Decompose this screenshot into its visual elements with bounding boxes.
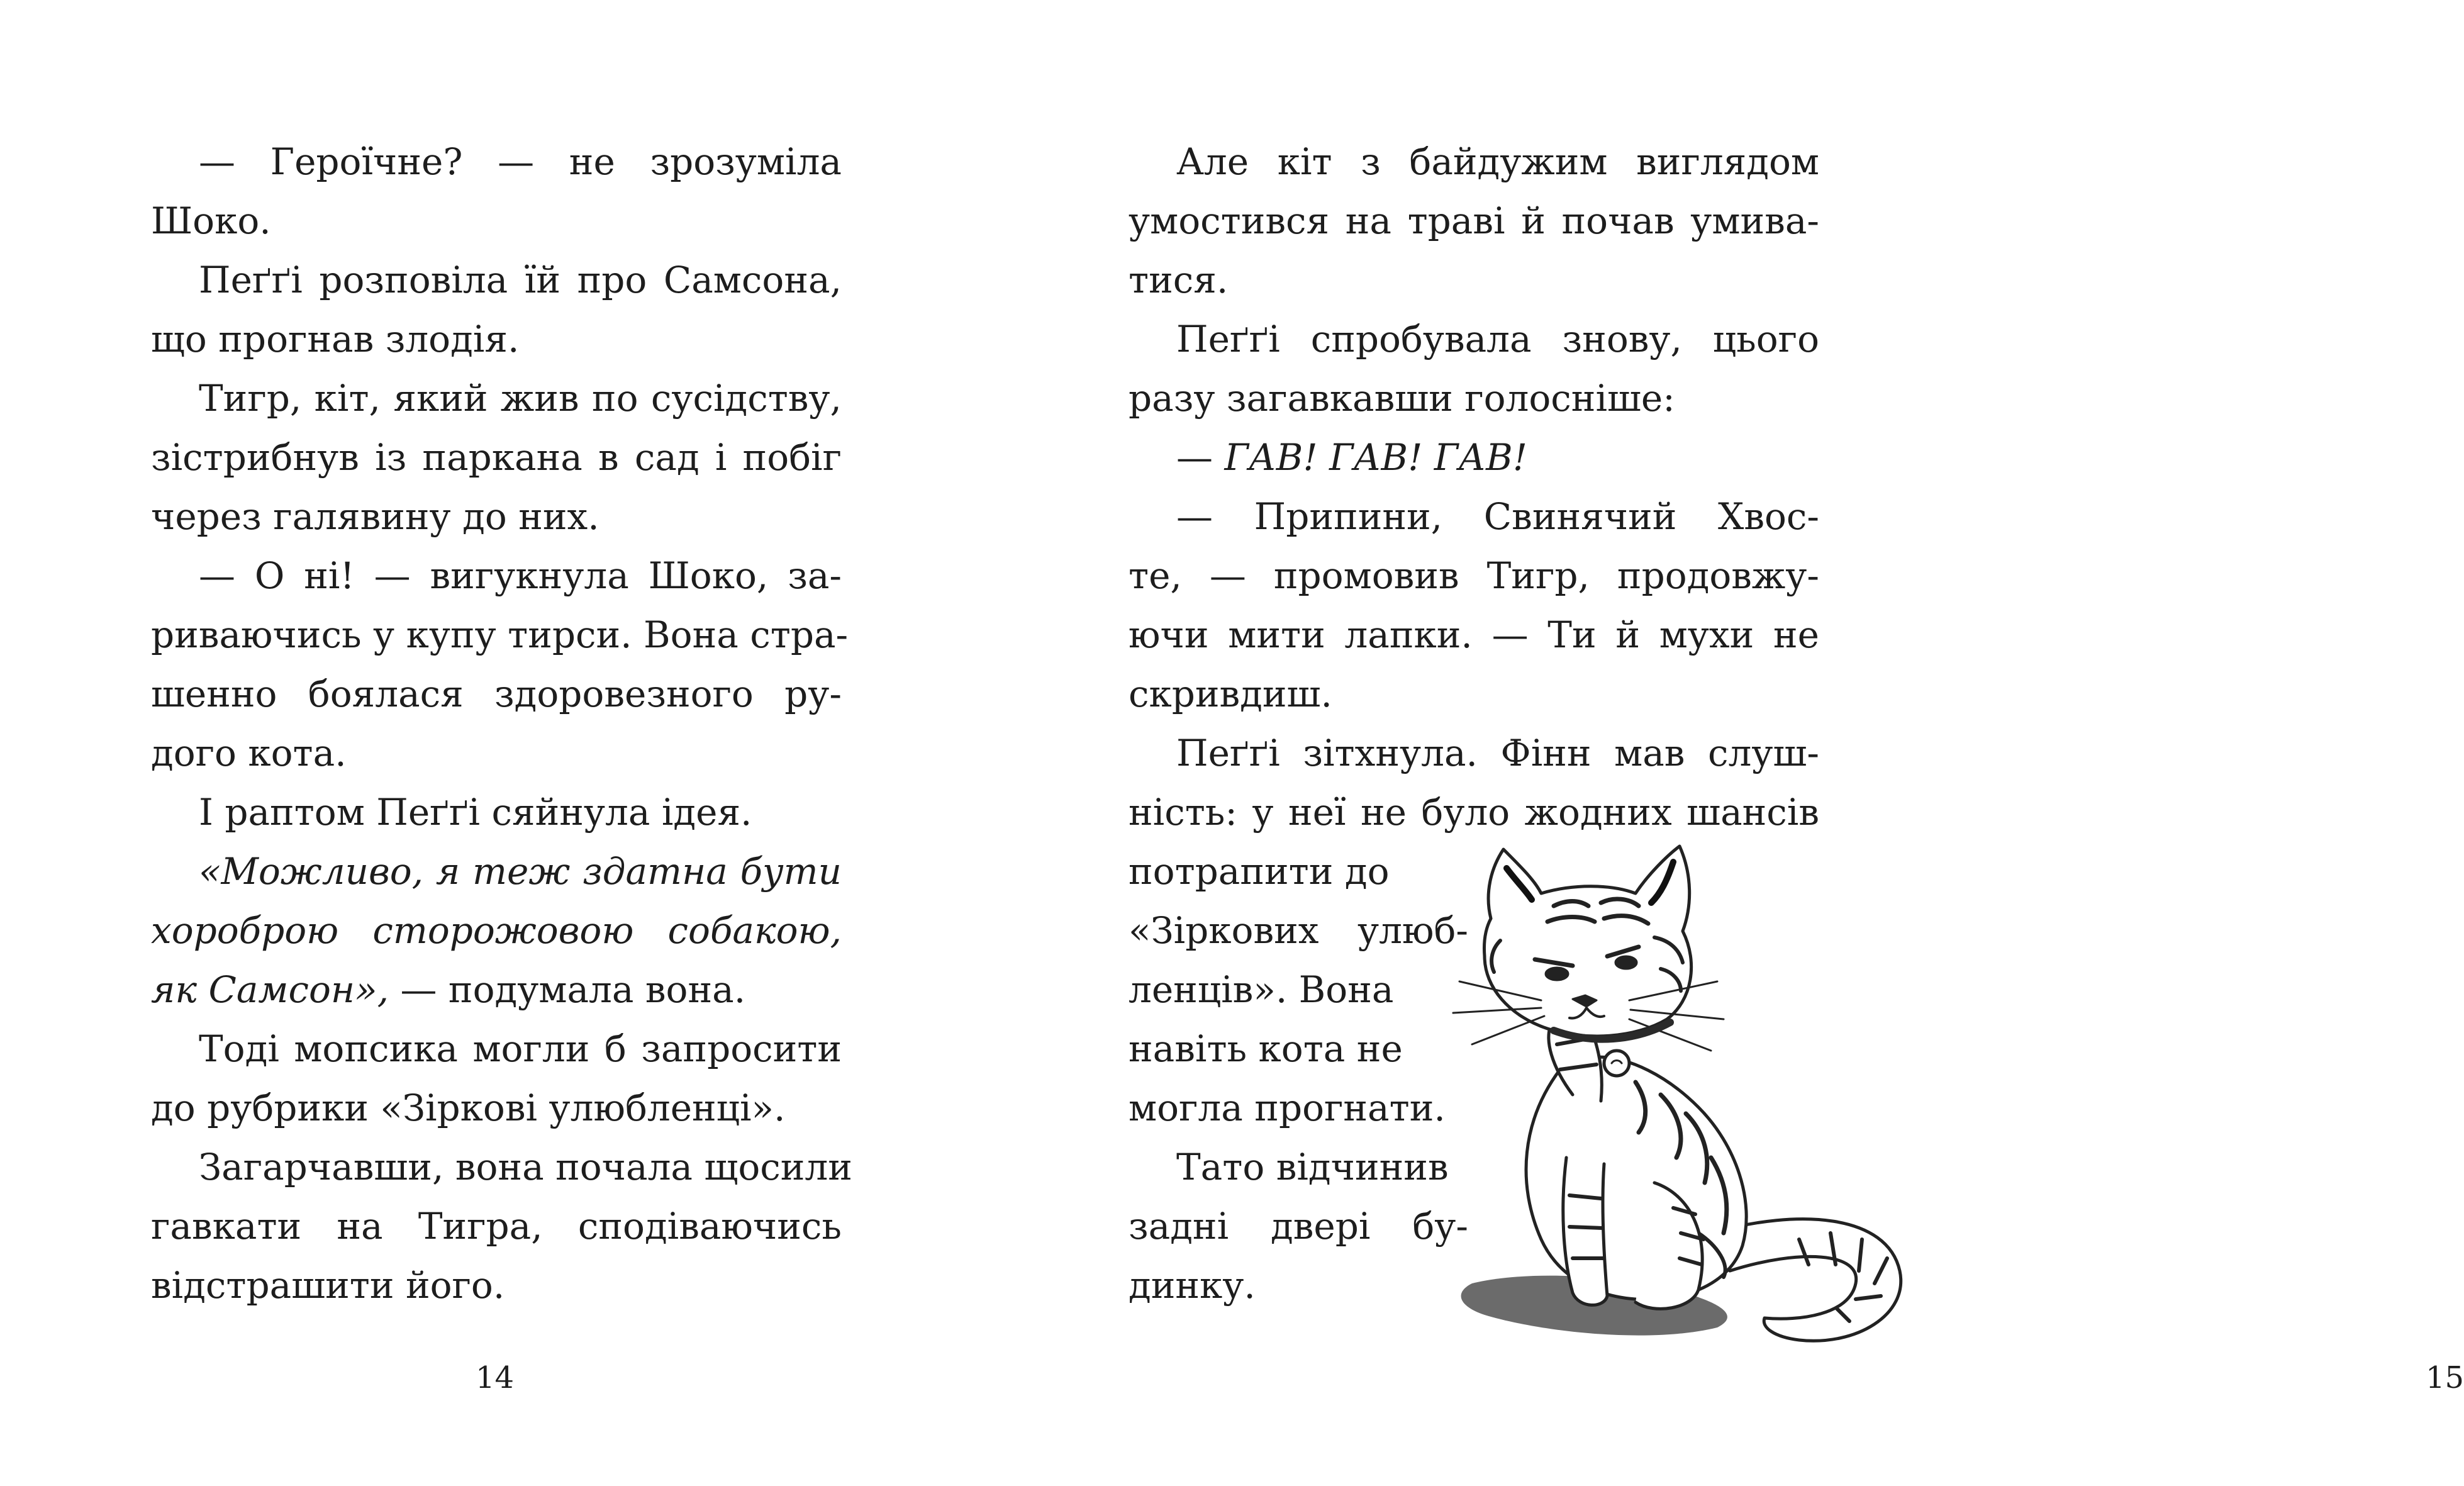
text-line: потрапити до	[1129, 850, 1390, 893]
text-line: — О ні! — вигукнула Шоко, за-	[199, 554, 842, 597]
text-line: — Припини, Свинячий Хвос-	[1176, 495, 1819, 538]
text-line: ність: у неї не було жодних шансів	[1129, 791, 1819, 834]
text-fragment: ГАВ! ГАВ! ГАВ!	[1224, 436, 1528, 479]
text-line: гавкати на Тигра, сподіваючись	[151, 1205, 842, 1248]
text-line: задні двері бу-	[1129, 1205, 1468, 1248]
text-line: ленців». Вона	[1129, 968, 1394, 1011]
text-line: що прогнав злодія.	[151, 318, 520, 360]
text-fragment: як Самсон»,	[151, 968, 389, 1011]
page-number: 15	[2426, 1360, 2464, 1395]
text-line: скривдиш.	[1129, 673, 1332, 715]
text-line: Шоко.	[151, 199, 271, 242]
text-line: зістрибнув із паркана в сад і побіг	[151, 436, 842, 479]
text-line: навіть кота не	[1129, 1027, 1403, 1070]
striped-cat-washing-paw-icon	[1447, 830, 1925, 1371]
text-line: тися.	[1129, 259, 1229, 301]
text-line: риваючись у купу тирси. Вона стра-	[151, 613, 849, 656]
text-line: Загарчавши, вона почала щосили	[199, 1146, 852, 1188]
text-line: через галявину до них.	[151, 495, 599, 538]
text-line: І раптом Пеґґі сяйнула ідея.	[199, 791, 752, 834]
text-line: відстрашити його.	[151, 1264, 505, 1307]
text-line: Пеґґі спробувала знову, цього	[1176, 318, 1819, 360]
text-line: Пеґґі зітхнула. Фінн мав слуш-	[1176, 732, 1819, 774]
text-line: Тигр, кіт, який жив по сусідству,	[199, 377, 842, 420]
text-line: ючи мити лапки. — Ти й мухи не	[1129, 613, 1819, 656]
text-line: шенно боялася здоровезного ру-	[151, 673, 842, 715]
text-line: — Героїчне? — не зрозуміла	[199, 140, 842, 183]
text-line: дого кота.	[151, 732, 347, 774]
page-number: 14	[476, 1360, 515, 1395]
text-line: Тоді мопсика могли б запросити	[199, 1027, 842, 1070]
text-line: Але кіт з байдужим виглядом	[1176, 140, 1819, 183]
text-line: динку.	[1129, 1264, 1256, 1307]
text-line: Пеґґі розповіла їй про Самсона,	[199, 259, 842, 301]
left-page	[0, 0, 966, 1486]
text-line: умостився на траві й почав умива-	[1129, 199, 1819, 242]
text-line	[151, 960, 842, 1019]
text-line: те, — промовив Тигр, продовжу-	[1129, 554, 1819, 597]
text-line: Тато відчинив	[1176, 1146, 1449, 1188]
text-line: «Можливо, я теж здатна бути	[199, 850, 842, 893]
text-line: до рубрики «Зіркові улюбленці».	[151, 1087, 786, 1129]
text-line: могла прогнати.	[1129, 1087, 1446, 1129]
text-fragment: —	[1176, 436, 1225, 479]
text-fragment: — подумала вона.	[389, 968, 746, 1011]
text-line: разу загавкавши голосніше:	[1129, 377, 1675, 420]
text-line: «Зіркових улюб-	[1129, 909, 1468, 952]
text-line	[1129, 428, 1819, 487]
left-page-text	[151, 132, 852, 1315]
text-line: хороброю сторожовою собакою,	[151, 909, 842, 952]
